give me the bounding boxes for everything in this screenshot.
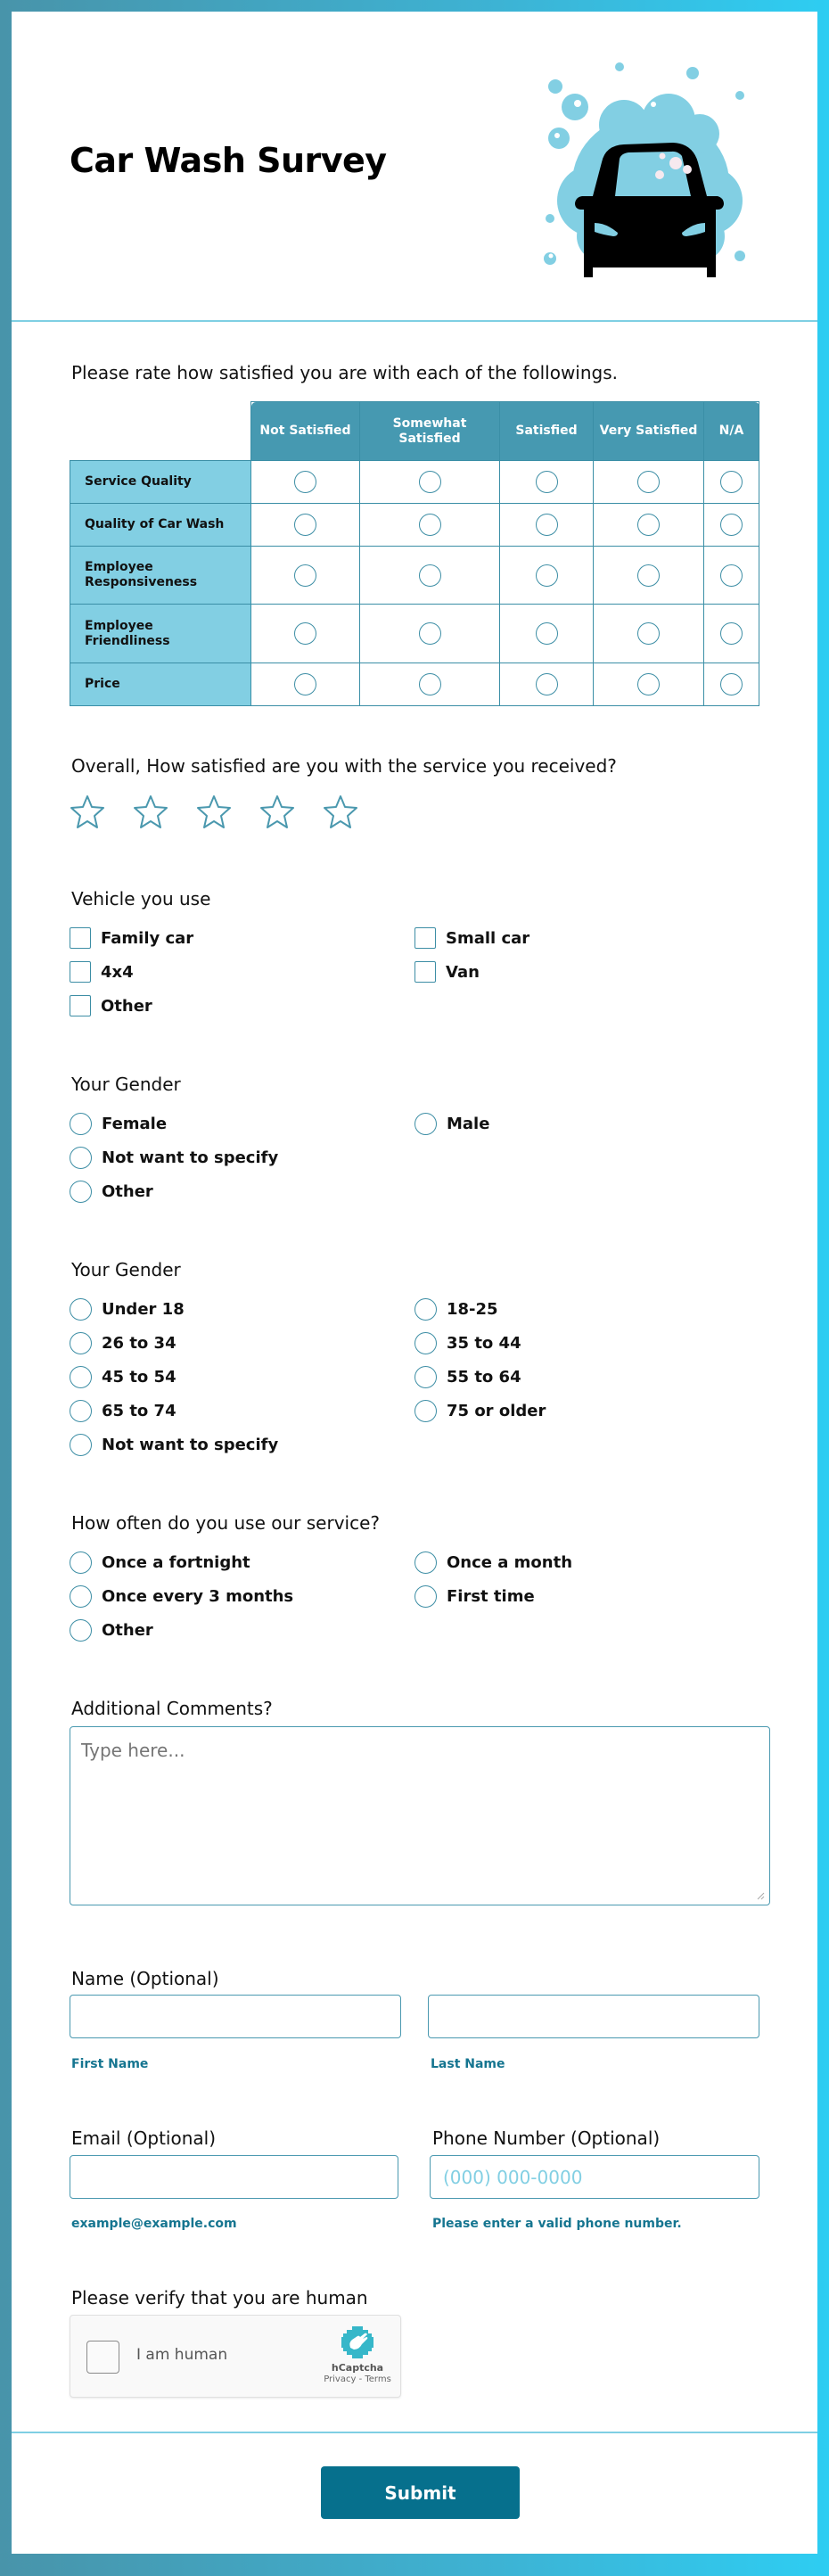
rating-question-label: Overall, How satisfied are you with the service you received? xyxy=(71,755,617,777)
vehicle-question-label: Vehicle you use xyxy=(71,888,211,909)
matrix-row-label: Employee Friendliness xyxy=(70,605,251,663)
matrix-col-header: N/A xyxy=(704,402,759,461)
matrix-radio-very-satisfied[interactable] xyxy=(637,564,660,587)
checkbox[interactable] xyxy=(70,995,91,1016)
age-option[interactable] xyxy=(70,1329,176,1356)
name-question-label: Name (Optional) xyxy=(71,1968,219,1989)
phone-sublabel: Please enter a valid phone number. xyxy=(432,2217,682,2231)
frequency-option[interactable] xyxy=(414,1583,535,1609)
star-rating xyxy=(70,794,358,829)
radio-button[interactable] xyxy=(70,1434,92,1456)
matrix-col-header: Somewhat Satisfied xyxy=(360,402,500,461)
option-label: Once a month xyxy=(447,1552,573,1572)
frequency-option[interactable] xyxy=(70,1617,153,1643)
comments-textarea[interactable] xyxy=(70,1726,770,1905)
matrix-row xyxy=(70,461,759,504)
option-label: Female xyxy=(102,1114,168,1133)
radio-button[interactable] xyxy=(414,1400,437,1422)
matrix-radio-very-satisfied[interactable] xyxy=(637,622,660,645)
matrix-radio-satisfied[interactable] xyxy=(536,564,558,587)
matrix-radio-not-satisfied[interactable] xyxy=(294,564,316,587)
gender-option-male[interactable] xyxy=(414,1110,489,1137)
resize-grip-icon[interactable] xyxy=(754,1889,765,1900)
matrix-radio-somewhat-satisfied[interactable] xyxy=(419,514,441,536)
checkbox[interactable] xyxy=(70,927,91,949)
option-label: Other xyxy=(102,1181,153,1201)
radio-button[interactable] xyxy=(70,1400,92,1422)
age-option[interactable] xyxy=(414,1397,546,1424)
phone-question-label: Phone Number (Optional) xyxy=(432,2127,661,2149)
matrix-radio-satisfied[interactable] xyxy=(536,514,558,536)
matrix-radio-very-satisfied[interactable] xyxy=(637,471,660,493)
option-label: Once a fortnight xyxy=(102,1552,250,1572)
option-label: Other xyxy=(102,1620,153,1640)
matrix-row xyxy=(70,547,759,605)
matrix-radio-satisfied[interactable] xyxy=(536,622,558,645)
star-outline-icon[interactable] xyxy=(133,794,168,829)
last-name-sublabel: Last Name xyxy=(431,2057,505,2071)
first-name-sublabel: First Name xyxy=(71,2057,149,2071)
option-label: 45 to 54 xyxy=(102,1367,176,1387)
radio-button[interactable] xyxy=(70,1298,92,1321)
radio-button[interactable] xyxy=(70,1366,92,1388)
matrix-radio-not-satisfied[interactable] xyxy=(294,514,316,536)
radio-button[interactable] xyxy=(70,1181,92,1203)
last-name-input[interactable] xyxy=(428,1995,759,2038)
captcha-checkbox[interactable] xyxy=(86,2341,119,2374)
age-option[interactable] xyxy=(70,1296,185,1322)
age-option[interactable] xyxy=(70,1431,278,1458)
gender-option-other[interactable] xyxy=(70,1178,153,1205)
age-option[interactable] xyxy=(414,1329,521,1356)
matrix-row xyxy=(70,605,759,663)
radio-button[interactable] xyxy=(70,1147,92,1169)
option-label: 18-25 xyxy=(447,1299,498,1319)
option-label: Once every 3 months xyxy=(102,1586,294,1606)
star-outline-icon[interactable] xyxy=(70,794,105,829)
matrix-radio-very-satisfied[interactable] xyxy=(637,673,660,695)
form-page xyxy=(12,12,817,2554)
option-label: Under 18 xyxy=(102,1299,185,1319)
matrix-col-header: Satisfied xyxy=(500,402,594,461)
hcaptcha-widget xyxy=(70,2315,401,2398)
option-label: Van xyxy=(446,962,480,982)
matrix-radio-na[interactable] xyxy=(720,673,743,695)
vehicle-option-family-car[interactable] xyxy=(70,925,193,951)
radio-button[interactable] xyxy=(414,1585,437,1608)
option-label: Not want to specify xyxy=(102,1435,279,1454)
matrix-radio-not-satisfied[interactable] xyxy=(294,622,316,645)
matrix-row xyxy=(70,663,759,706)
matrix-corner xyxy=(70,402,251,461)
phone-input[interactable]: (000) 000-0000 xyxy=(430,2155,759,2199)
radio-button[interactable] xyxy=(70,1332,92,1354)
frequency-option[interactable] xyxy=(70,1549,250,1576)
radio-button[interactable] xyxy=(414,1366,437,1388)
radio-button[interactable] xyxy=(70,1113,92,1135)
option-label: Family car xyxy=(101,928,194,948)
gender-option-not-specify[interactable] xyxy=(70,1144,278,1171)
matrix-radio-na[interactable] xyxy=(720,622,743,645)
option-label: Not want to specify xyxy=(102,1148,279,1167)
option-label: 75 or older xyxy=(447,1401,546,1420)
checkbox[interactable] xyxy=(414,961,436,983)
car-wash-illustration-icon xyxy=(539,58,759,277)
radio-button[interactable] xyxy=(70,1619,92,1642)
age-option[interactable] xyxy=(70,1397,176,1424)
email-question-label: Email (Optional) xyxy=(71,2127,217,2149)
vehicle-option-small-car[interactable] xyxy=(414,925,529,951)
comments-question-label: Additional Comments? xyxy=(71,1698,273,1719)
matrix-radio-na[interactable] xyxy=(720,471,743,493)
matrix-col-header: Very Satisfied xyxy=(594,402,704,461)
matrix-col-header: Not Satisfied xyxy=(251,402,360,461)
matrix-radio-na[interactable] xyxy=(720,514,743,536)
option-label: First time xyxy=(447,1586,535,1606)
radio-button[interactable] xyxy=(414,1113,437,1135)
matrix-row-label: Quality of Car Wash xyxy=(70,504,251,547)
option-label: Small car xyxy=(446,928,530,948)
captcha-question-label: Please verify that you are human xyxy=(71,2287,368,2309)
star-outline-icon[interactable] xyxy=(323,794,358,829)
option-label: 26 to 34 xyxy=(102,1333,176,1353)
matrix-radio-satisfied[interactable] xyxy=(536,471,558,493)
hcaptcha-logo-icon xyxy=(340,2325,375,2360)
matrix-row-label: Service Quality xyxy=(70,461,251,504)
option-label: 65 to 74 xyxy=(102,1401,176,1420)
matrix-radio-not-satisfied[interactable] xyxy=(294,471,316,493)
gender-question-label: Your Gender xyxy=(71,1074,181,1095)
age-option[interactable] xyxy=(414,1296,498,1322)
submit-button[interactable]: Submit xyxy=(321,2466,520,2519)
option-label: Other xyxy=(101,996,152,1016)
frequency-option[interactable] xyxy=(70,1583,293,1609)
captcha-privacy-terms-link[interactable]: Privacy - Terms xyxy=(324,2374,391,2384)
radio-button[interactable] xyxy=(414,1298,437,1321)
option-label: 35 to 44 xyxy=(447,1333,521,1353)
frequency-question-label: How often do you use our service? xyxy=(71,1512,380,1534)
age-option[interactable] xyxy=(70,1363,176,1390)
age-option[interactable] xyxy=(414,1363,521,1390)
form-title: Car Wash Survey xyxy=(70,141,387,180)
matrix-radio-somewhat-satisfied[interactable] xyxy=(419,622,441,645)
option-label: 4x4 xyxy=(101,962,134,982)
frequency-option[interactable] xyxy=(414,1549,572,1576)
captcha-brand: hCaptcha xyxy=(331,2362,384,2374)
vehicle-option-van[interactable] xyxy=(414,959,480,985)
satisfaction-matrix xyxy=(70,401,759,706)
header-divider xyxy=(12,320,817,322)
matrix-row-label: Price xyxy=(70,663,251,706)
age-question-label: Your Gender xyxy=(71,1259,181,1280)
option-label: 55 to 64 xyxy=(447,1367,521,1387)
captcha-checkbox-label: I am human xyxy=(136,2346,228,2364)
gender-option-female[interactable] xyxy=(70,1110,167,1137)
first-name-input[interactable] xyxy=(70,1995,401,2038)
vehicle-option-4x4[interactable] xyxy=(70,959,134,985)
radio-button[interactable] xyxy=(414,1551,437,1574)
email-sublabel: example@example.com xyxy=(71,2217,237,2231)
footer-divider xyxy=(12,2432,817,2433)
matrix-radio-very-satisfied[interactable] xyxy=(637,514,660,536)
matrix-radio-somewhat-satisfied[interactable] xyxy=(419,564,441,587)
option-label: Male xyxy=(447,1114,490,1133)
star-outline-icon[interactable] xyxy=(196,794,232,829)
checkbox[interactable] xyxy=(414,927,436,949)
matrix-radio-not-satisfied[interactable] xyxy=(294,673,316,695)
matrix-row xyxy=(70,504,759,547)
matrix-radio-somewhat-satisfied[interactable] xyxy=(419,673,441,695)
radio-button[interactable] xyxy=(70,1585,92,1608)
vehicle-option-other[interactable] xyxy=(70,992,152,1019)
matrix-radio-somewhat-satisfied[interactable] xyxy=(419,471,441,493)
radio-button[interactable] xyxy=(70,1551,92,1574)
checkbox[interactable] xyxy=(70,961,91,983)
matrix-question-label: Please rate how satisfied you are with each of the followings. xyxy=(71,362,619,383)
star-outline-icon[interactable] xyxy=(259,794,295,829)
matrix-row-label: Employee Responsiveness xyxy=(70,547,251,605)
radio-button[interactable] xyxy=(414,1332,437,1354)
email-input[interactable] xyxy=(70,2155,398,2199)
matrix-radio-satisfied[interactable] xyxy=(536,673,558,695)
matrix-radio-na[interactable] xyxy=(720,564,743,587)
